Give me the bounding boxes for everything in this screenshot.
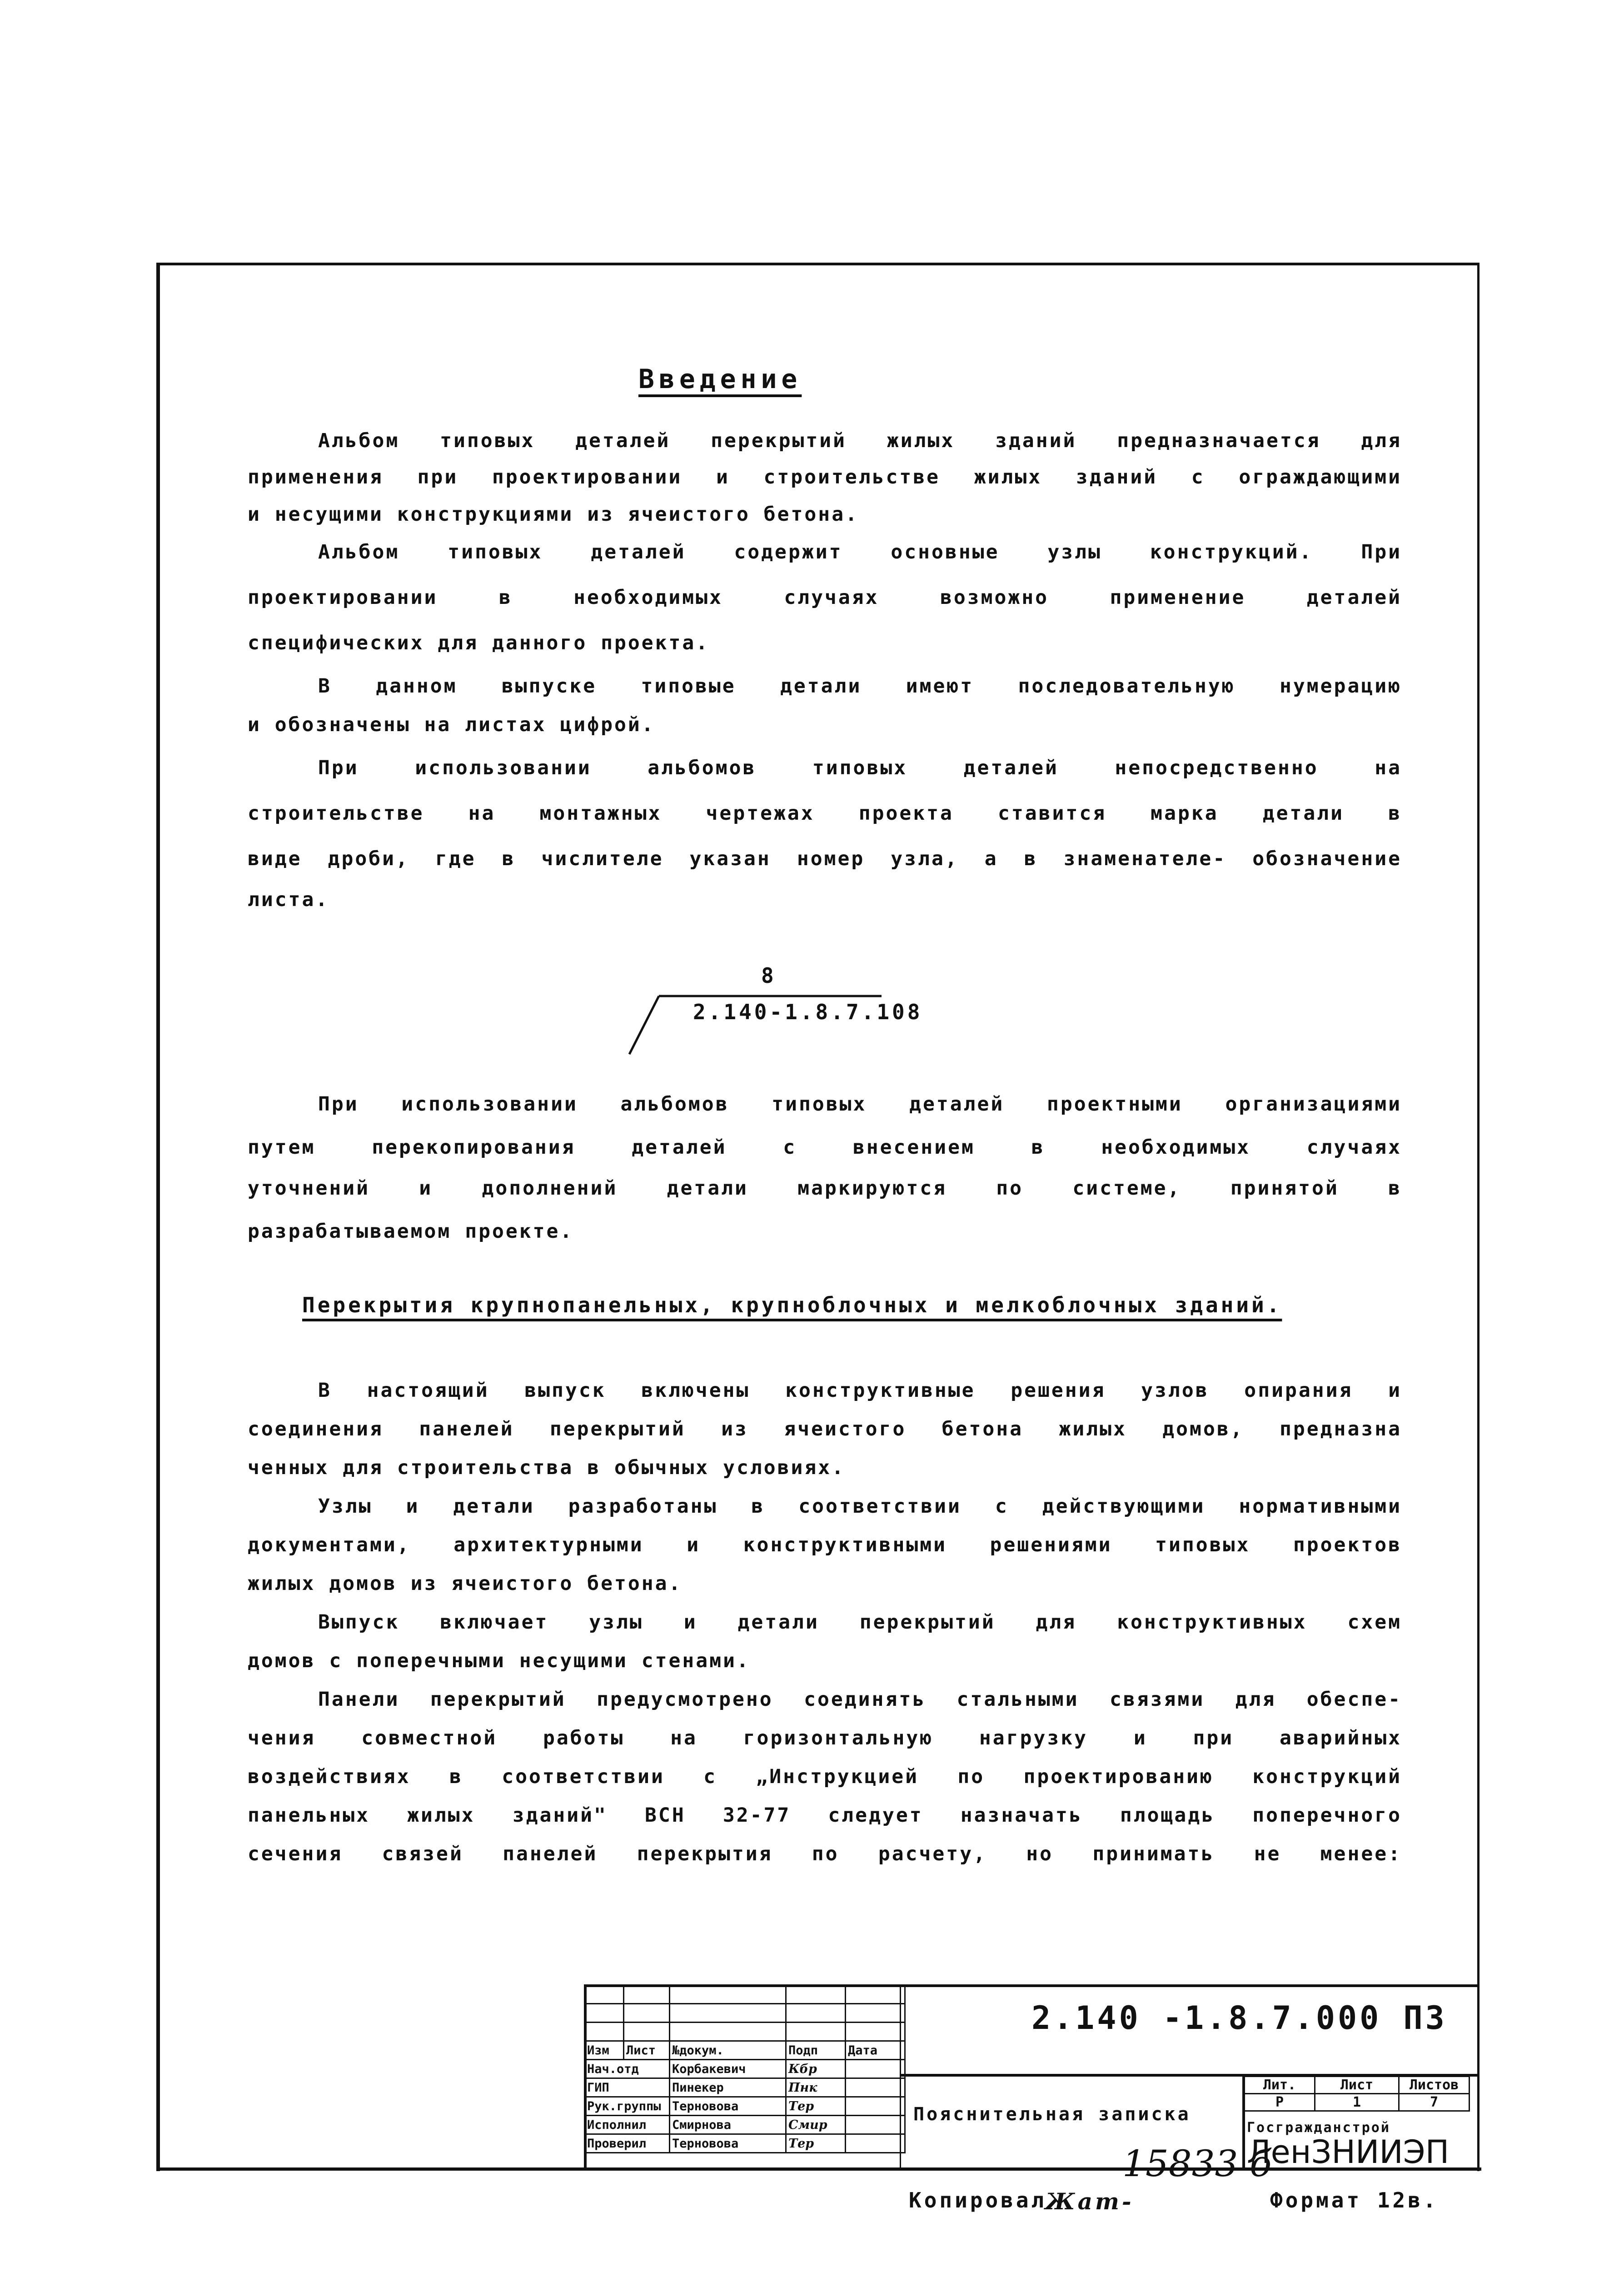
stage-value: Р [1245,2094,1315,2111]
section-line-13: сечения связей панелей перекрытия по расчету, но принимать не менее: [248,1843,1402,1865]
fraction-leader [623,986,895,1063]
fraction-denominator: 2.140-1.8.7.108 [693,1000,923,1024]
role-cell: Рук.группы [585,2097,670,2116]
sheets-header: Листов [1399,2077,1470,2094]
section-line-10: чения совместной работы на горизонтальную нагрузку и при аварийных [248,1727,1402,1749]
signature: Пнк [786,2078,846,2097]
intro-line-6: специфических для данного проекта. [248,632,710,654]
section-line-3: ченных для строительства в обычных условиях. [248,1456,846,1479]
section-line-1: В настоящий выпуск включены конструктивные решения узлов опирания и [318,1379,1402,1402]
role-cell: Исполнил [585,2116,670,2134]
copied-value: Жат- [1045,2188,1134,2215]
fraction-numerator: 8 [761,963,777,988]
title-block-signature-table [584,1984,906,2153]
section-line-6: жилых домов из ячеистого бетона. [248,1572,682,1595]
signature: Кбр [786,2060,846,2078]
copied-label: Копировал [909,2188,1047,2212]
intro-heading: Введение [638,364,802,394]
organization-line-1: Госгражданстрой [1247,2120,1390,2136]
section-line-4: Узлы и детали разработаны в соответствии с действующими нормативными [318,1495,1402,1518]
section-line-11: воздействиях в соответствии с „Инструкцией по проектированию конструкций [248,1765,1402,1788]
intro-line-2: применения при проектировании и строительстве жилых зданий с ограждающими [248,466,1402,488]
para2-line-3: уточнений и дополнений детали маркируются по системе, принятой в [248,1177,1402,1200]
role-cell: Нач.отд [585,2060,670,2078]
sheet-value: 1 [1315,2094,1399,2111]
signature: Тер [786,2097,846,2116]
inventory-number: 15833 б [1122,2142,1272,2185]
header-list: Лист [624,2041,670,2060]
intro-line-9: При использовании альбомов типовых деталей непосредственно на [318,757,1402,779]
role-cell: ГИП [585,2078,670,2097]
sheets-value: 7 [1399,2094,1470,2111]
header-doc: №докум. [670,2041,786,2060]
intro-line-4: Альбом типовых деталей содержит основные узлы конструкций. При [318,541,1402,563]
organization-line-2: ЛенЗНИИЭП [1247,2133,1450,2171]
signature: Тер [786,2134,846,2153]
format-label: Формат 12в. [1270,2188,1439,2212]
header-sign: Подп [786,2041,846,2060]
name-cell: Терновова [670,2134,786,2153]
sheet-info-table [1244,2076,1470,2112]
section-line-9: Панели перекрытий предусмотрено соединять стальными связями для обеспе- [318,1688,1402,1711]
name-cell: Корбакевич [670,2060,786,2078]
intro-line-1: Альбом типовых деталей перекрытий жилых зданий предназначается для [318,429,1402,452]
stage-header: Лит. [1245,2077,1315,2094]
intro-line-12: листа. [248,888,329,911]
section-heading: Перекрытия крупнопанельных, крупноблочных и мелкоблочных зданий. [302,1293,1282,1317]
section-line-7: Выпуск включает узлы и детали перекрытий для конструктивных схем [318,1611,1402,1634]
intro-line-3: и несущими конструкциями из ячеистого бетона. [248,503,859,526]
document-code: 2.140 -1.8.7.000 ПЗ [1031,1999,1447,2037]
section-line-8: домов с поперечными несущими стенами. [248,1649,750,1672]
intro-line-8: и обозначены на листах цифрой. [248,713,655,736]
signature: Смир [786,2116,846,2134]
intro-line-10: строительстве на монтажных чертежах проекта ставится марка детали в [248,802,1402,825]
section-line-2: соединения панелей перекрытий из ячеистого бетона жилых домов, предназна [248,1418,1402,1440]
para2-line-2: путем перекопирования деталей с внесением в необходимых случаях [248,1136,1402,1159]
name-cell: Терновова [670,2097,786,2116]
name-cell: Пинекер [670,2078,786,2097]
sheet-header: Лист [1315,2077,1399,2094]
header-date: Дата [846,2041,905,2060]
section-line-5: документами, архитектурными и конструктивными решениями типовых проектов [248,1534,1402,1556]
intro-line-5: проектировании в необходимых случаях возможно применение деталей [248,586,1402,609]
para2-line-1: При использовании альбомов типовых деталей проектными организациями [318,1093,1402,1116]
role-cell: Проверил [585,2134,670,2153]
intro-line-7: В данном выпуске типовые детали имеют последовательную нумерацию [318,675,1402,698]
intro-line-11: виде дроби, где в числителе указан номер узла, а в знаменателе- обозначение [248,847,1402,870]
section-line-12: панельных жилых зданий" ВСН 32-77 следует назначать площадь поперечного [248,1804,1402,1827]
para2-line-4: разрабатываемом проекте. [248,1220,574,1243]
header-izm: Изм [585,2041,624,2060]
document-title: Пояснительная записка [913,2104,1191,2125]
name-cell: Смирнова [670,2116,786,2134]
